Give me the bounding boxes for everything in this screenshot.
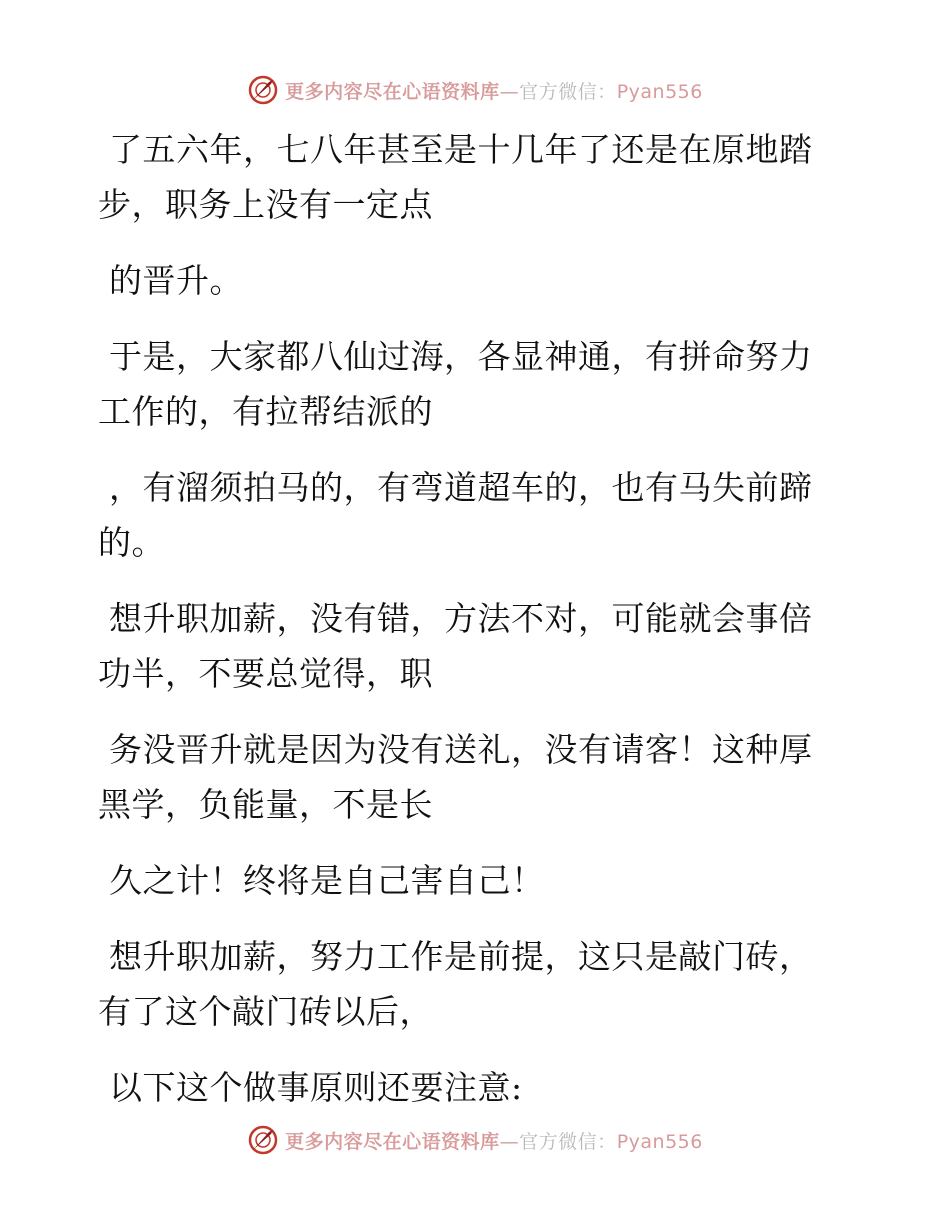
paragraph-9: 以下这个做事原则还要注意: bbox=[98, 1068, 523, 1107]
wechat-label: 官方微信： bbox=[519, 80, 617, 103]
quill-logo-icon bbox=[247, 1124, 279, 1156]
site-name: 更多内容尽在心语资料库 bbox=[285, 1130, 500, 1153]
footer-banner bbox=[0, 1120, 950, 1160]
paragraph-5: 想升职加薪，没有错，方法不对，可能就会事倍 功半，不要总觉得，职 bbox=[98, 599, 813, 693]
paragraph-6: 务没晋升就是因为没有送礼，没有请客！这种厚 黑学，负能量，不是长 bbox=[98, 730, 813, 824]
header-banner bbox=[0, 70, 950, 110]
site-name: 更多内容尽在心语资料库 bbox=[285, 80, 500, 103]
paragraph-2: 的晋升。 bbox=[98, 261, 243, 300]
header-text bbox=[285, 77, 703, 104]
paragraph-3: 于是，大家都八仙过海，各显神通，有拼命努力 工作的，有拉帮结派的 bbox=[98, 337, 813, 431]
wechat-handle: Pyan556 bbox=[616, 1130, 703, 1153]
wechat-handle: Pyan556 bbox=[616, 80, 703, 103]
paragraph-7: 久之计！终将是自己害自己！ bbox=[98, 861, 545, 900]
quill-logo-icon bbox=[247, 74, 279, 106]
dash: — bbox=[499, 1130, 520, 1153]
paragraph-8: 想升职加薪，努力工作是前提，这只是敲门砖， 有了这个敲门砖以后， bbox=[98, 937, 813, 1031]
wechat-label: 官方微信： bbox=[519, 1130, 617, 1153]
paragraph-4: ，有溜须拍马的，有弯道超车的，也有马失前蹄 的。 bbox=[98, 468, 813, 562]
document-body bbox=[98, 122, 858, 1115]
paragraph-1: 了五六年，七八年甚至是十几年了还是在原地踏 步，职务上没有一定点 bbox=[98, 130, 813, 224]
footer-text bbox=[285, 1127, 703, 1154]
dash: — bbox=[499, 80, 520, 103]
